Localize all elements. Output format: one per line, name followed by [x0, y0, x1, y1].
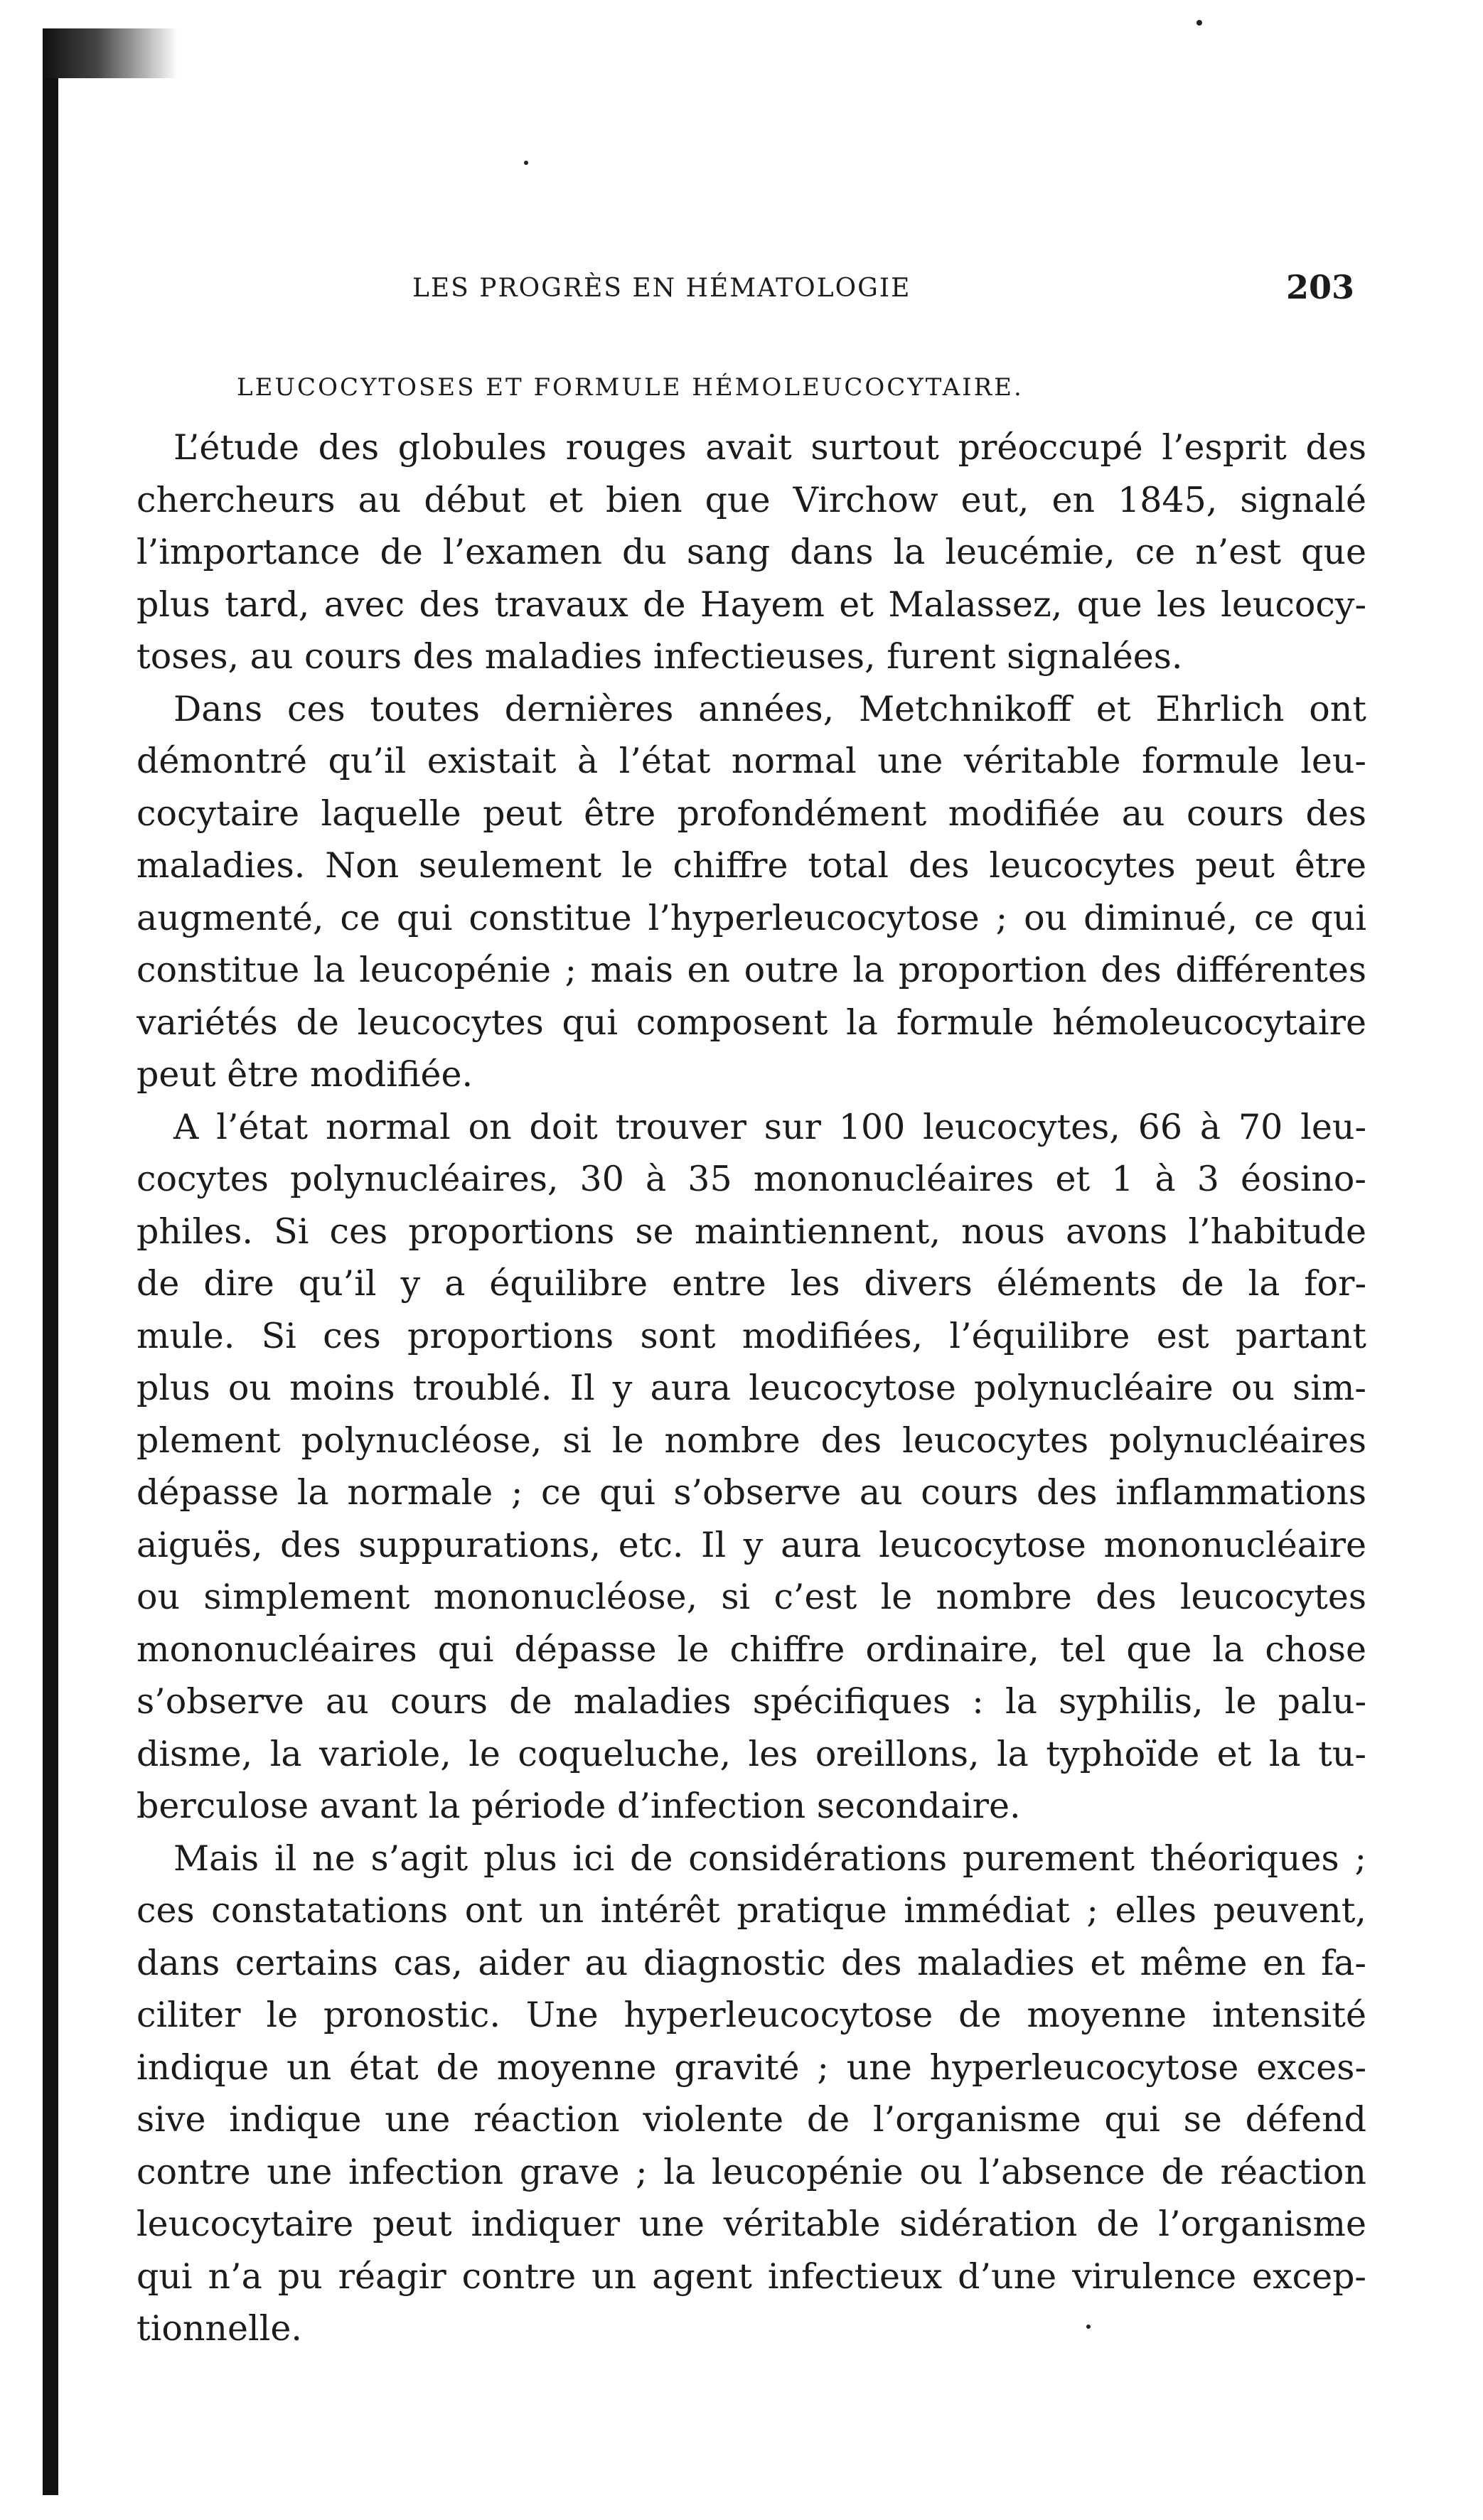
text-line: philes. Si ces proportions se maintiennent, nous avons l’habitude [136, 1211, 1366, 1252]
text-line: s’observe au cours de maladies spécifiques : la syphilis, le palu- [136, 1681, 1366, 1722]
text-line: dépasse la normale ; ce qui s’observe au cours des inflammations [136, 1472, 1366, 1513]
text-line: variétés de leucocytes qui composent la formule hémoleucocytaire [136, 1002, 1366, 1043]
paragraph [136, 683, 1366, 1101]
text-line: indique un état de moyenne gravité ; une hyperleucocytose exces- [136, 2047, 1366, 2088]
ink-speck [524, 161, 528, 165]
text-line: tionnelle. [136, 2308, 302, 2349]
text-line: ou simplement mononucléose, si c’est le nombre des leucocytes [136, 1577, 1366, 1617]
text-line: Dans ces toutes dernières années, Metchnikoff et Ehrlich ont [173, 688, 1366, 729]
ink-speck [1196, 20, 1202, 26]
text-line: constitue la leucopénie ; mais en outre la proportion des différentes [136, 950, 1366, 990]
text-line: disme, la variole, le coqueluche, les oreillons, la typhoïde et la tu- [136, 1733, 1366, 1774]
text-line: leucocytaire peut indiquer une véritable sidération de l’organisme [136, 2204, 1366, 2244]
paragraph [136, 1101, 1366, 1833]
text-line: mule. Si ces proportions sont modifiées, l’équilibre est partant [136, 1315, 1366, 1356]
text-line: ciliter le pronostic. Une hyperleucocytose de moyenne intensité [136, 1995, 1366, 2035]
text-line: dans certains cas, aider au diagnostic des maladies et même en fa- [136, 1942, 1366, 1983]
text-line: peut être modifiée. [136, 1054, 473, 1095]
text-line: L’étude des globules rouges avait surtout préoccupé l’esprit des [173, 427, 1366, 468]
text-line: cocytes polynucléaires, 30 à 35 mononucléaires et 1 à 3 éosino- [136, 1159, 1366, 1199]
text-line: chercheurs au début et bien que Virchow eut, en 1845, signalé [136, 479, 1366, 520]
text-line: aiguës, des suppurations, etc. Il y aura leucocytose mononucléaire [136, 1524, 1366, 1565]
text-line: de dire qu’il y a équilibre entre les divers éléments de la for- [136, 1263, 1366, 1304]
text-line: ces constatations ont un intérêt pratique immédiat ; elles peuvent, [136, 1890, 1366, 1931]
text-line: toses, au cours des maladies infectieuses, furent signalées. [136, 636, 1183, 677]
text-line: cocytaire laquelle peut être profondément modifiée au cours des [136, 793, 1366, 834]
text-line: berculose avant la période d’infection secondaire. [136, 1786, 1021, 1826]
text-line: sive indique une réaction violente de l’organisme qui se défend [136, 2099, 1366, 2140]
text-line: contre une infection grave ; la leucopénie ou l’absence de réaction [136, 2151, 1366, 2192]
page-binding-shadow [43, 28, 178, 78]
text-line: Mais il ne s’agit plus ici de considérations purement théoriques ; [173, 1838, 1366, 1879]
text-line: mononucléaires qui dépasse le chiffre ordinaire, tel que la chose [136, 1629, 1366, 1670]
paragraph [136, 422, 1366, 683]
text-line: démontré qu’il existait à l’état normal une véritable formule leu- [136, 741, 1366, 781]
text-line: plus tard, avec des travaux de Hayem et Malassez, que les leucocy- [136, 584, 1366, 625]
text-line: qui n’a pu réagir contre un agent infectieux d’une virulence excep- [136, 2256, 1366, 2297]
page-number: 203 [1285, 268, 1354, 306]
body-text [136, 422, 1366, 2355]
page-binding-edge [43, 28, 58, 2495]
text-line: l’importance de l’examen du sang dans la leucémie, ce n’est que [136, 532, 1366, 572]
section-title: LEUCOCYTOSES ET FORMULE HÉMOLEUCOCYTAIRE. [237, 373, 1024, 402]
text-line: A l’état normal on doit trouver sur 100 leucocytes, 66 à 70 leu- [173, 1106, 1366, 1147]
running-title: LES PROGRÈS EN HÉMATOLOGIE [412, 274, 911, 303]
paragraph [136, 1833, 1366, 2355]
page-header [412, 268, 1354, 323]
text-line: maladies. Non seulement le chiffre total des leucocytes peut être [136, 845, 1366, 886]
text-line: augmenté, ce qui constitue l’hyperleucocytose ; ou diminué, ce qui [136, 897, 1366, 938]
text-line: plus ou moins troublé. Il y aura leucocytose polynucléaire ou sim- [136, 1368, 1366, 1408]
text-line: plement polynucléose, si le nombre des leucocytes polynucléaires [136, 1420, 1366, 1461]
